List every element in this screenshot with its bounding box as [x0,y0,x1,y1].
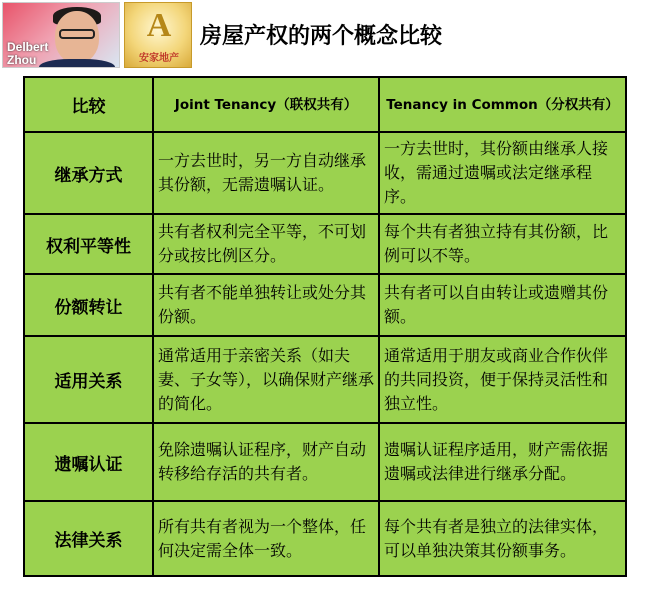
tenancy-in-common-cell: 遗嘱认证程序适用，财产需依据遗嘱或法律进行继承分配。 [379,423,626,501]
table-row [24,501,626,576]
joint-tenancy-cell: 共有者权利完全平等，不可划分或按比例区分。 [153,214,379,274]
joint-tenancy-cell: 共有者不能单独转让或处分其份额。 [153,274,379,336]
tenancy-in-common-cell: 共有者可以自由转让或遗赠其份额。 [379,274,626,336]
tenancy-in-common-cell: 通常适用于朋友或商业合作伙伴的共同投资，便于保持灵活性和独立性。 [379,336,626,423]
comparison-table [23,76,627,577]
table-row [24,132,626,214]
company-logo [124,2,192,68]
joint-tenancy-cell: 所有共有者视为一个整体，任何决定需全体一致。 [153,501,379,576]
column-header-aspect: 比较 [24,77,153,132]
tenancy-in-common-cell: 每个共有者是独立的法律实体，可以单独决策其份额事务。 [379,501,626,576]
tenancy-in-common-cell: 每个共有者独立持有其份额，比例可以不等。 [379,214,626,274]
row-aspect: 份额转让 [24,274,153,336]
logo-letter: A [146,7,172,44]
table-row [24,423,626,501]
table-row [24,336,626,423]
table-header-row [24,77,626,132]
page-title: 房屋产权的两个概念比较 [200,24,443,49]
photo-name: Delbert Zhou [7,40,49,67]
row-aspect: 遗嘱认证 [24,423,153,501]
column-header-tenancy-in-common: Tenancy in Common（分权共有） [379,77,626,132]
tenancy-in-common-cell: 一方去世时，其份额由继承人接收，需通过遗嘱或法定继承程序。 [379,132,626,214]
table-row [24,214,626,274]
row-aspect: 权利平等性 [24,214,153,274]
joint-tenancy-cell: 通常适用于亲密关系（如夫妻、子女等），以确保财产继承的简化。 [153,336,379,423]
header [0,0,647,70]
column-header-joint-tenancy: Joint Tenancy（联权共有） [153,77,379,132]
row-aspect: 适用关系 [24,336,153,423]
photo-glasses [59,29,95,39]
joint-tenancy-cell: 一方去世时，另一方自动继承其份额，无需遗嘱认证。 [153,132,379,214]
row-aspect: 法律关系 [24,501,153,576]
logo-tag: 安家地产 [139,53,179,64]
author-photo [2,2,120,68]
table-row [24,274,626,336]
row-aspect: 继承方式 [24,132,153,214]
joint-tenancy-cell: 免除遗嘱认证程序，财产自动转移给存活的共有者。 [153,423,379,501]
